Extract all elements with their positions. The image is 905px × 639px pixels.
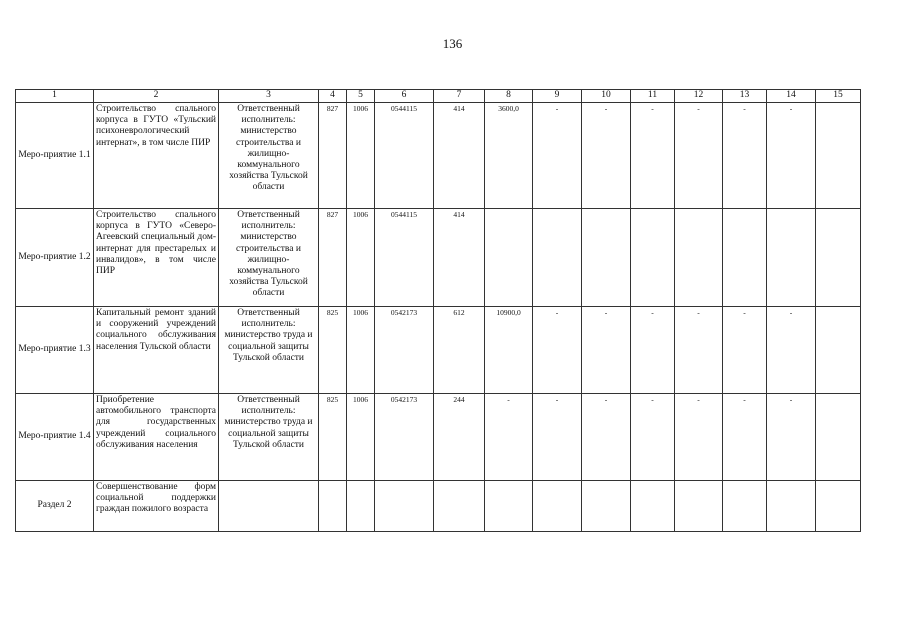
header-cell: 6 xyxy=(375,90,434,103)
value-cell xyxy=(816,394,861,481)
value-cell: - xyxy=(767,307,816,394)
value-cell xyxy=(723,481,767,532)
value-cell: - xyxy=(723,307,767,394)
row-label: Раздел 2 xyxy=(16,481,94,532)
value-cell xyxy=(723,209,767,307)
value-cell xyxy=(533,481,582,532)
value-cell xyxy=(485,209,533,307)
value-cell: - xyxy=(582,307,631,394)
header-cell: 7 xyxy=(434,90,485,103)
value-cell: 1006 xyxy=(347,103,375,209)
value-cell: - xyxy=(767,103,816,209)
value-cell: - xyxy=(582,394,631,481)
row-executor: Ответственный исполнитель: министерство строительства и жилищно-коммунального хозяйства Тульской области xyxy=(219,103,319,209)
value-cell: 1006 xyxy=(347,209,375,307)
value-cell xyxy=(675,481,723,532)
value-cell xyxy=(767,481,816,532)
header-cell: 4 xyxy=(319,90,347,103)
value-cell: 3600,0 xyxy=(485,103,533,209)
row-label: Меро-приятие 1.2 xyxy=(16,209,94,307)
header-cell: 14 xyxy=(767,90,816,103)
value-cell: - xyxy=(485,394,533,481)
header-cell: 12 xyxy=(675,90,723,103)
row-label: Меро-приятие 1.1 xyxy=(16,103,94,209)
program-table xyxy=(15,89,861,532)
value-cell: 825 xyxy=(319,394,347,481)
value-cell: - xyxy=(675,307,723,394)
value-cell: 1006 xyxy=(347,394,375,481)
row-description: Строительство спального корпуса в ГУТО «Тульский психоневрологический интернат», в том числе ПИР xyxy=(94,103,219,209)
value-cell: - xyxy=(631,103,675,209)
value-cell: 827 xyxy=(319,103,347,209)
header-cell: 13 xyxy=(723,90,767,103)
value-cell: - xyxy=(631,394,675,481)
value-cell: - xyxy=(723,103,767,209)
header-cell: 3 xyxy=(219,90,319,103)
value-cell xyxy=(767,209,816,307)
value-cell xyxy=(533,209,582,307)
row-executor xyxy=(219,481,319,532)
value-cell xyxy=(816,307,861,394)
table-row xyxy=(16,103,861,209)
header-cell: 5 xyxy=(347,90,375,103)
value-cell: 825 xyxy=(319,307,347,394)
value-cell xyxy=(434,481,485,532)
row-description: Строительство спального корпуса в ГУТО «Северо-Агеевский специальный дом-интернат для престарелых и инвалидов», в том числе ПИР xyxy=(94,209,219,307)
header-cell: 10 xyxy=(582,90,631,103)
table-row xyxy=(16,209,861,307)
value-cell xyxy=(319,481,347,532)
row-description: Приобретение автомобильного транспорта для государственных учреждений социального обслуживания населения xyxy=(94,394,219,481)
value-cell xyxy=(582,209,631,307)
value-cell: - xyxy=(533,394,582,481)
page-number: 136 xyxy=(442,36,463,51)
value-cell xyxy=(485,481,533,532)
value-cell xyxy=(631,209,675,307)
value-cell: - xyxy=(767,394,816,481)
header-cell: 8 xyxy=(485,90,533,103)
table-row xyxy=(16,394,861,481)
row-executor: Ответственный исполнитель: министерство труда и социальной защиты Тульской области xyxy=(219,307,319,394)
value-cell: 0544115 xyxy=(375,209,434,307)
row-description: Совершенствование форм социальной поддержки граждан пожилого возраста xyxy=(94,481,219,532)
value-cell: - xyxy=(631,307,675,394)
value-cell: - xyxy=(675,103,723,209)
value-cell: - xyxy=(533,307,582,394)
row-executor: Ответственный исполнитель: министерство труда и социальной защиты Тульской области xyxy=(219,394,319,481)
header-cell: 15 xyxy=(816,90,861,103)
row-label: Меро-приятие 1.3 xyxy=(16,307,94,394)
value-cell xyxy=(816,209,861,307)
value-cell: - xyxy=(582,103,631,209)
value-cell: 414 xyxy=(434,209,485,307)
header-cell: 1 xyxy=(16,90,94,103)
value-cell: 827 xyxy=(319,209,347,307)
value-cell: 0542173 xyxy=(375,307,434,394)
value-cell: - xyxy=(533,103,582,209)
value-cell: 414 xyxy=(434,103,485,209)
value-cell xyxy=(816,103,861,209)
row-label: Меро-приятие 1.4 xyxy=(16,394,94,481)
value-cell xyxy=(675,209,723,307)
row-executor: Ответственный исполнитель: министерство строительства и жилищно-коммунального хозяйства Тульской области xyxy=(219,209,319,307)
header-row xyxy=(16,90,861,103)
value-cell: 1006 xyxy=(347,307,375,394)
value-cell xyxy=(582,481,631,532)
value-cell: - xyxy=(675,394,723,481)
header-cell: 9 xyxy=(533,90,582,103)
table-row xyxy=(16,307,861,394)
value-cell xyxy=(816,481,861,532)
header-cell: 11 xyxy=(631,90,675,103)
table-row xyxy=(16,481,861,532)
value-cell xyxy=(375,481,434,532)
header-cell: 2 xyxy=(94,90,219,103)
value-cell: 612 xyxy=(434,307,485,394)
value-cell: 0544115 xyxy=(375,103,434,209)
row-description: Капитальный ремонт зданий и сооружений учреждений социального обслуживания населения Тульской области xyxy=(94,307,219,394)
value-cell xyxy=(347,481,375,532)
value-cell: 0542173 xyxy=(375,394,434,481)
value-cell: 10900,0 xyxy=(485,307,533,394)
value-cell: - xyxy=(723,394,767,481)
value-cell: 244 xyxy=(434,394,485,481)
value-cell xyxy=(631,481,675,532)
